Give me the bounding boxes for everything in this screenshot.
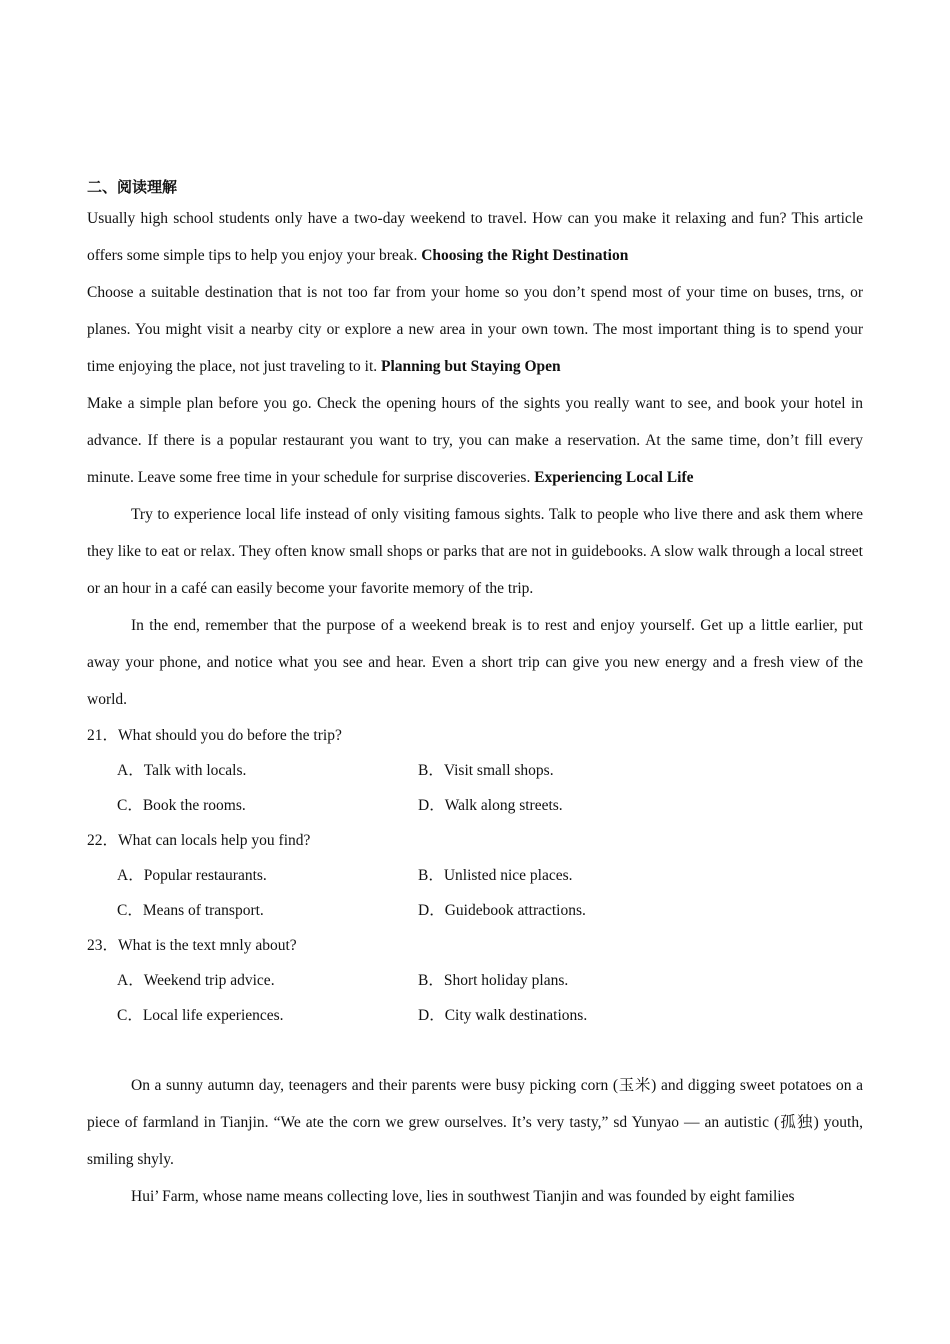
passage-2-paragraph-1: On a sunny autumn day, teenagers and their parents were busy picking corn (玉米) and digging sweet potatoes on a piece of farmland in Tianjin. “We ate the corn we grew ourselves. It’s very tasty,” sd Yunyao — an autistic (孤独) youth, smiling shyly. [87, 1077, 863, 1168]
passage-1-paragraph-3 [87, 385, 863, 496]
heading-planning: Planning but Staying Open [381, 358, 561, 375]
question-options [87, 963, 863, 1033]
heading-local-life: Experiencing Local Life [534, 469, 694, 486]
option-d: D．Guidebook attractions. [418, 902, 586, 919]
intro-text: Usually high school students only have a two-day weekend to travel. How can you make it relaxing and fun? This article offers some simple tips to help you enjoy your break. [87, 210, 863, 264]
question-options [87, 753, 863, 823]
destination-text: Choose a suitable destination that is not too far from your home so you don’t spend most of your time on buses, trns, or planes. You might visit a nearby city or explore a new area in your own town. The most important thing is to spend your time enjoying the place, not just traveling to it. [87, 284, 863, 375]
option-b: B．Short holiday plans. [418, 972, 569, 989]
option-c: C．Local life experiences. [117, 1007, 284, 1024]
passage-1 [87, 200, 863, 718]
planning-text: Make a simple plan before you go. Check the opening hours of the sights you really want to see, and book your hotel in advance. If there is a popular restaurant you want to try, you can make a reservation. At the same time, don’t fill every minute. Leave some free time in your schedule for surprise discoveries. [87, 395, 863, 486]
question-22 [87, 823, 863, 928]
question-21 [87, 718, 863, 823]
question-stem: 23．What is the text mnly about? [87, 937, 297, 954]
passage-2-paragraph-2: Hui’ Farm, whose name means collecting love, lies in southwest Tianjin and was founded by eight families [131, 1188, 795, 1205]
option-c: C．Means of transport. [117, 902, 264, 919]
heading-destination: Choosing the Right Destination [421, 247, 629, 264]
option-d: D．City walk destinations. [418, 1007, 588, 1024]
passage-1-paragraph-1 [87, 200, 863, 274]
question-stem: 22．What can locals help you find? [87, 832, 311, 849]
option-a: A．Talk with locals. [117, 762, 247, 779]
document-page [87, 176, 863, 1215]
option-a: A．Weekend trip advice. [117, 972, 275, 989]
passage-1-paragraph-2 [87, 274, 863, 385]
option-b: B．Unlisted nice places. [418, 867, 573, 884]
question-options [87, 858, 863, 928]
section-title: 二、阅读理解 [87, 180, 178, 196]
section-gap [87, 1033, 863, 1067]
option-b: B．Visit small shops. [418, 762, 554, 779]
passage-1-paragraph-4: Try to experience local life instead of only visiting famous sights. Talk to people who live there and ask them where they like to eat or relax. They often know small shops or parks that are not in guidebooks. A slow walk through a local street or an hour in a café can easily become your favorite memory of the trip. [87, 506, 863, 597]
option-c: C．Book the rooms. [117, 797, 246, 814]
question-23 [87, 928, 863, 1033]
passage-2 [87, 1067, 863, 1215]
question-stem: 21．What should you do before the trip? [87, 727, 342, 744]
passage-1-paragraph-5: In the end, remember that the purpose of a weekend break is to rest and enjoy yourself. Get up a little earlier, put away your phone, and notice what you see and hear. Even a short trip can give you new energy and a fresh view of the world. [87, 617, 863, 708]
option-d: D．Walk along streets. [418, 797, 563, 814]
option-a: A．Popular restaurants. [117, 867, 267, 884]
